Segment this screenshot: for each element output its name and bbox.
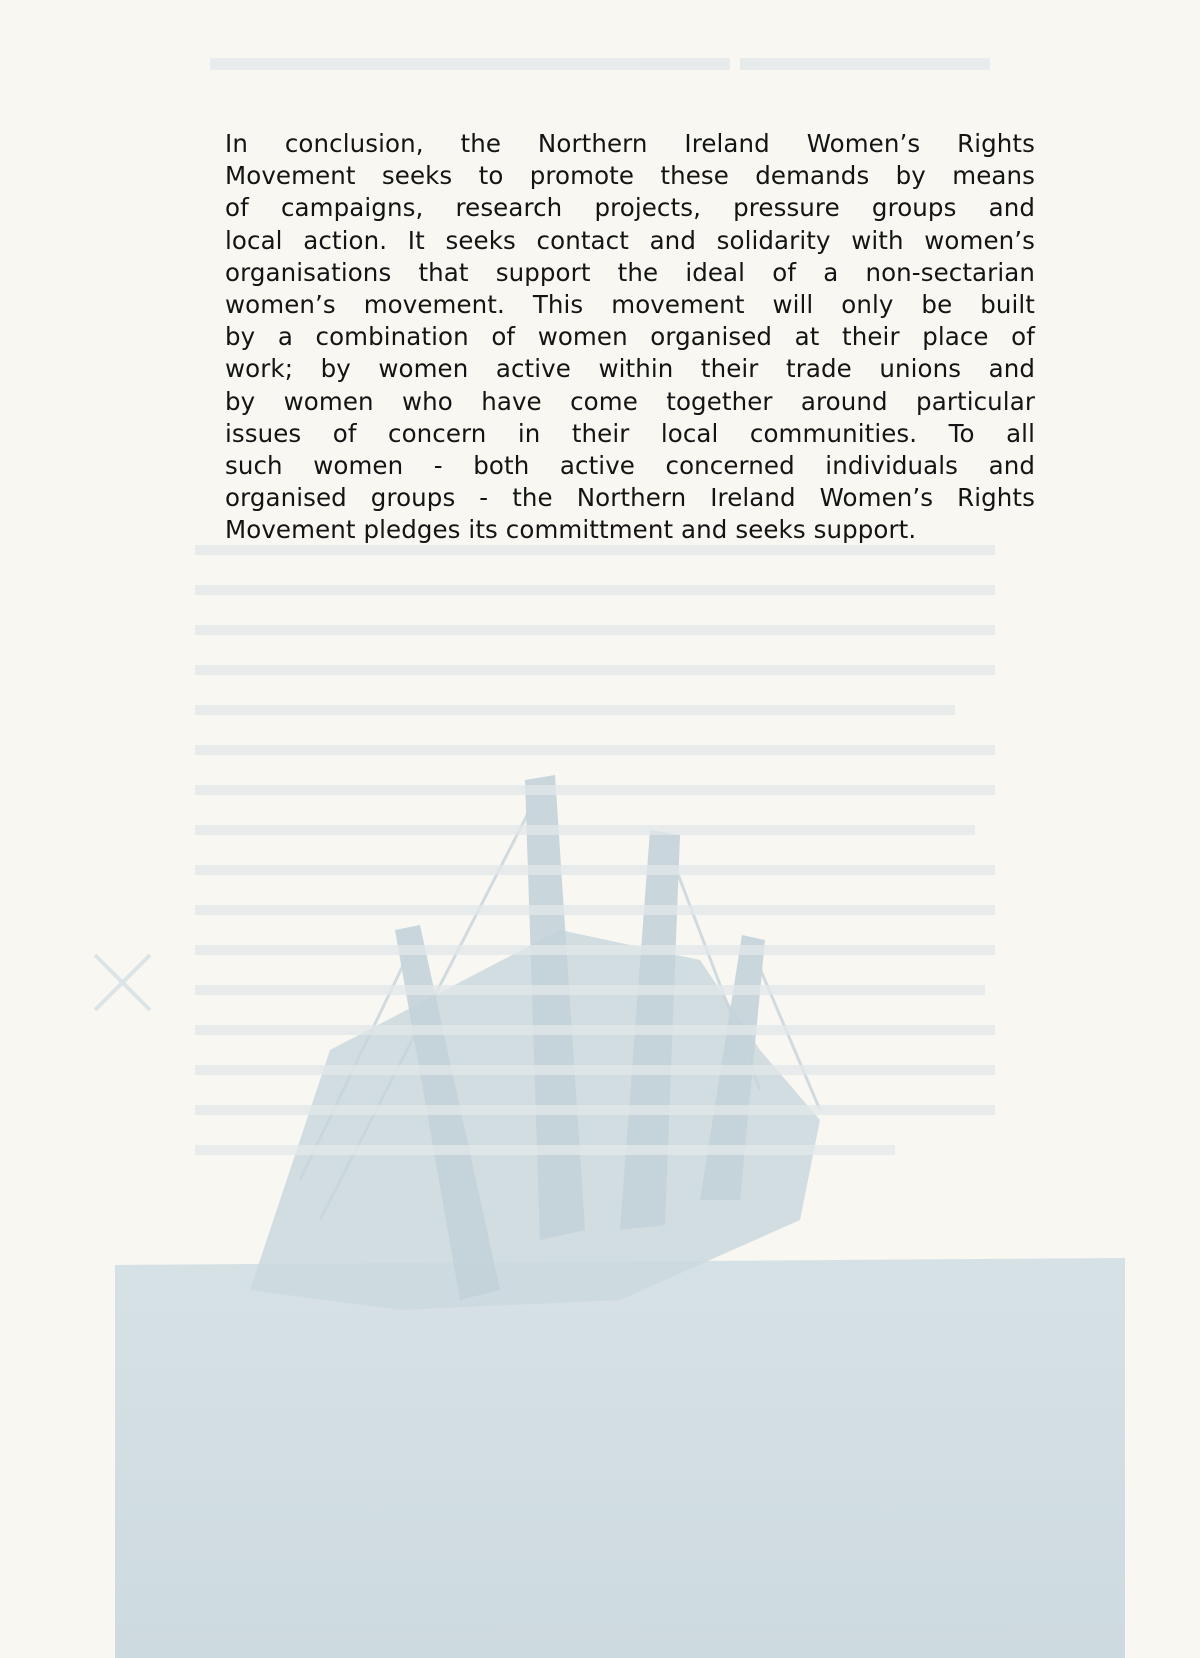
paragraph-line: such women - both active concerned individuals and — [225, 450, 1035, 480]
paragraph-line: of campaigns, research projects, pressure groups and — [225, 193, 1035, 223]
paragraph-line: organised groups - the Northern Ireland Women’s Rights — [225, 483, 1035, 513]
paragraph-line: work; by women active within their trade unions and — [225, 354, 1035, 384]
paragraph-line: local action. It seeks contact and solidarity with women’s — [225, 225, 1035, 255]
paragraph-line: issues of concern in their local communities. To all — [225, 418, 1035, 448]
paragraph-line: by women who have come together around particular — [225, 386, 1035, 416]
conclusion-paragraph — [225, 128, 1035, 546]
paragraph-line: organisations that support the ideal of a non-sectarian — [225, 257, 1035, 287]
left-ornament — [95, 955, 150, 1010]
paragraph-line: women’s movement. This movement will only be built — [225, 289, 1035, 319]
paragraph-line: by a combination of women organised at their place of — [225, 322, 1035, 352]
sea-band — [115, 1258, 1125, 1658]
paragraph-line: In conclusion, the Northern Ireland Women’s Rights — [225, 129, 1035, 158]
paragraph-line: Movement pledges its committment and seeks support. — [225, 515, 917, 545]
paragraph-line: Movement seeks to promote these demands by means — [225, 161, 1035, 191]
